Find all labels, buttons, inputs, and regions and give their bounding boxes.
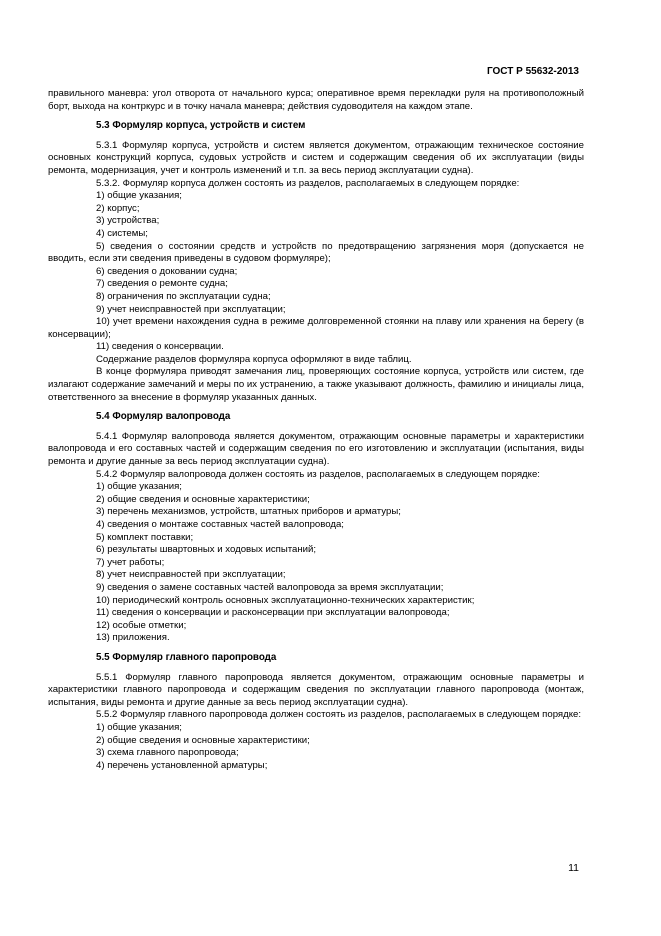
list-item: 2) корпус; [96, 202, 140, 214]
list-item: 4) системы; [96, 227, 148, 239]
list-item: 4) перечень установленной арматуры; [96, 759, 268, 771]
paragraph-5-3-2: 5.3.2. Формуляр корпуса должен состоять из разделов, располагаемых в следующем порядке: [96, 177, 520, 189]
list-item: 12) особые отметки; [96, 619, 187, 631]
list-item: 2) общие сведения и основные характеристики; [96, 493, 310, 505]
paragraph-5-5-1: 5.5.1 Формуляр главного паропровода является документом, отражающим основные параметры и характеристики главного паропровода и содержащим сведения по эксплуатации главного паропровода (монтаж, испытания, виды ремонта и другие данные за весь период эксплуатации судна). [48, 671, 584, 708]
list-item: 4) сведения о монтаже составных частей валопровода; [96, 519, 344, 530]
paragraph-tables-note: Содержание разделов формуляра корпуса оформляют в виде таблиц. [96, 353, 412, 365]
list-item: 13) приложения. [96, 632, 170, 644]
list-item: 2) общие сведения и основные характеристики; [96, 734, 310, 746]
list-item: 11) сведения о консервации. [96, 341, 224, 353]
list-item: 1) общие указания; [96, 190, 182, 202]
list-item: 10) учет времени нахождения судна в режиме долговременной стоянки на плаву или хранения на берегу (в консервации); [48, 316, 584, 340]
list-item: 5) сведения о состоянии средств и устройств по предотвращению загрязнения моря (допускается не вводить, если эти сведения приведены в судовом формуляре); [48, 240, 584, 265]
section-5-3-title: 5.3 Формуляр корпуса, устройств и систем [96, 120, 306, 132]
page-number: 11 [568, 862, 579, 874]
paragraph-remarks: В конце формуляра приводят замечания лиц, проверяющих состояние корпуса, устройств или систем, где излагают содержание замечаний и меры по их устранению, а также указывают должность, фамилию и инициалы лица, ответственного за внесение в формуляр указанных данных. [48, 366, 584, 403]
paragraph-5-3-1: 5.3.1 Формуляр корпуса, устройств и систем является документом, отражающим техническое состояние основных конструкций корпуса, судовых устройств и систем и содержащим сведения об их эксплуатации (виды ремонта, модернизация, учет и контроль изменений и т.п. за весь период эксплуатации судна). [48, 139, 584, 176]
document-id-header: ГОСТ Р 55632-2013 [486, 66, 579, 77]
list-item: 8) ограничения по эксплуатации судна; [96, 290, 271, 302]
section-5-4-title: 5.4 Формуляр валопровода [96, 411, 231, 423]
list-item: 8) учет неисправностей при эксплуатации; [96, 569, 286, 581]
paragraph-5-5-2: 5.5.2 Формуляр главного паропровода должен состоять из разделов, располагаемых в следующем порядке: [96, 709, 582, 721]
list-item: 6) результаты швартовных и ходовых испытаний; [96, 544, 317, 556]
paragraph-5-4-1: 5.4.1 Формуляр валопровода является документом, отражающим основные параметры и характеристики валопровода и его составных частей и содержащим сведения по его изготовлению и эксплуатации (испытания, виды ремонта и другие данные за весь период эксплуатации судна). [48, 430, 584, 468]
list-item: 1) общие указания; [96, 721, 182, 733]
list-item: 3) устройства; [96, 215, 160, 227]
page-body [48, 88, 584, 772]
intro-paragraph: правильного маневра: угол отворота от начального курса; оперативное время перекладки руля на противоположный борт, выхода на контркурс и в точку начала маневра; действия судоводителя на каждом этапе. [48, 88, 584, 112]
list-item: 7) сведения о ремонте судна; [96, 278, 228, 290]
list-item: 5) комплект поставки; [96, 531, 194, 543]
list-item: 3) перечень механизмов, устройств, штатных приборов и арматуры; [96, 506, 401, 518]
list-item: 7) учет работы; [96, 556, 165, 568]
list-item: 10) периодический контроль основных эксплуатационно-технических характеристик; [96, 594, 475, 606]
list-item: 1) общие указания; [96, 481, 182, 493]
list-item: 6) сведения о доковании судна; [96, 265, 238, 277]
paragraph-5-4-2: 5.4.2 Формуляр валопровода должен состоять из разделов, располагаемых в следующем порядке: [96, 468, 540, 480]
list-item: 3) схема главного паропровода; [96, 747, 239, 759]
list-item: 11) сведения о консервации и расконсервации при эксплуатации валопровода; [96, 607, 450, 619]
section-5-5-title: 5.5 Формуляр главного паропровода [96, 651, 277, 663]
list-item: 9) учет неисправностей при эксплуатации; [96, 303, 286, 315]
list-item: 9) сведения о замене составных частей валопровода за время эксплуатации; [96, 581, 444, 593]
